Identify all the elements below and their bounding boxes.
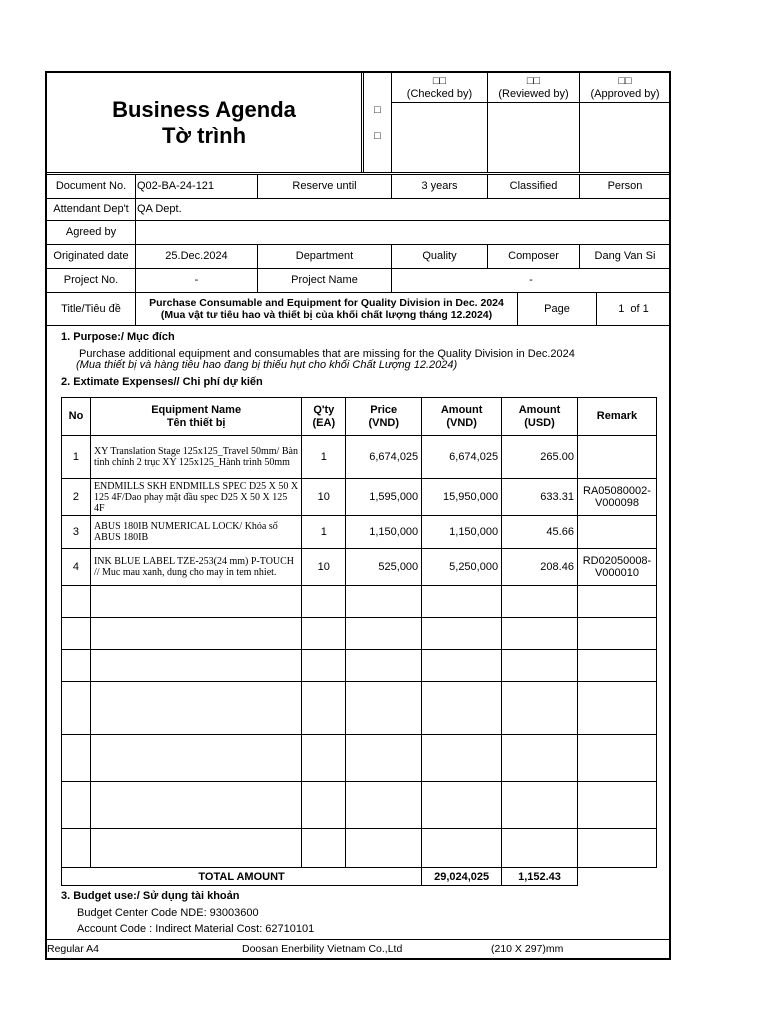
budget-heading: 3. Budget use:/ Sử dụng tài khoản xyxy=(61,890,240,902)
expense-table xyxy=(61,397,657,886)
col-amount-vnd: Amount (VND) xyxy=(422,398,502,436)
table-row: 1 XY Translation Stage 125x125_Travel 50mm/ Bàn tinh chỉnh 2 trục XY 125x125_Hành trình 50mm 1 6,674,025 6,674,025 265.00 xyxy=(62,436,657,479)
col-remark: Remark xyxy=(577,398,656,436)
attendant-value: QA Dept. xyxy=(137,203,182,216)
reserve-until-label: Reserve until xyxy=(292,180,357,193)
approved-signature-box xyxy=(580,103,670,172)
document-title xyxy=(47,73,361,172)
project-name-value: - xyxy=(529,274,533,287)
checked-signature-box xyxy=(392,103,487,172)
footer-dimensions: (210 X 297)mm xyxy=(491,943,564,955)
empty-table-row xyxy=(62,782,657,829)
reviewed-by-label: (Reviewed by) xyxy=(498,88,569,100)
title-label: Title/Tiêu đề xyxy=(61,302,121,315)
page-label: Page xyxy=(544,302,570,315)
department-label: Department xyxy=(295,250,354,263)
document-no-value: Q02-BA-24-121 xyxy=(137,180,215,193)
table-row: 3 ABUS 180IB NUMERICAL LOCK/ Khóa số ABUS 180IB 1 1,150,000 1,150,000 45.66 xyxy=(62,516,657,549)
classified-value: Person xyxy=(607,180,643,193)
checked-by-label: (Checked by) xyxy=(406,88,473,100)
total-vnd: 29,024,025 xyxy=(422,868,502,886)
attendant-label: Attendant Dep't xyxy=(53,203,129,216)
title-vietnamese: Tờ trình xyxy=(161,122,247,148)
total-usd: 1,152.43 xyxy=(502,868,578,886)
composer-label: Composer xyxy=(508,250,559,263)
originated-date-value: 25.Dec.2024 xyxy=(165,250,228,263)
empty-table-row xyxy=(62,618,657,650)
table-header-row xyxy=(62,398,657,436)
document-subject xyxy=(136,293,517,325)
agreed-by-label: Agreed by xyxy=(65,226,117,239)
department-value: Quality xyxy=(422,250,457,263)
table-row: 2 ENDMILLS SKH ENDMILLS SPEC D25 X 50 X 125 4F/Dao phay mặt đầu spec D25 X 50 X 125 4F 10 1,595,000 15,950,000 633.31 RA05080002-V000098 xyxy=(62,479,657,516)
col-amount-usd: Amount (USD) xyxy=(502,398,578,436)
reviewed-mark: □□ xyxy=(526,75,541,88)
agreed-by-value xyxy=(137,221,437,244)
composer-value: Dang Van Si xyxy=(594,250,656,263)
project-no-label: Project No. xyxy=(63,274,119,287)
total-label: TOTAL AMOUNT xyxy=(62,868,422,886)
project-no-value: - xyxy=(194,274,199,287)
approved-by-label: (Approved by) xyxy=(590,88,660,100)
total-row xyxy=(62,868,657,886)
purpose-text-vn: (Mua thiết bị và hàng tiêu hao đang bị thiếu hụt cho khối Chất Lượng 12.2024) xyxy=(76,359,458,371)
purpose-heading: 1. Purpose:/ Mục đích xyxy=(61,331,175,343)
classified-label: Classified xyxy=(509,180,558,193)
document-no-label: Document No. xyxy=(55,180,127,193)
title-english: Business Agenda xyxy=(112,97,296,123)
empty-table-row xyxy=(62,586,657,618)
empty-table-row xyxy=(62,682,657,735)
col-equipment-name: Equipment Name Tên thiết bị xyxy=(90,398,301,436)
approval-mark-1: □ xyxy=(374,103,381,116)
project-name-label: Project Name xyxy=(291,274,358,287)
approved-mark: □□ xyxy=(618,75,632,88)
col-price: Price (VND) xyxy=(346,398,422,436)
purpose-text-en: Purchase additional equipment and consumables that are missing for the Quality Division in Dec.2024 xyxy=(79,348,575,360)
empty-table-row xyxy=(62,829,657,868)
approved-by-header xyxy=(580,74,670,102)
subject-vietnamese: (Mua vật tư tiêu hao và thiết bị của khối chất lượng tháng 12.2024) xyxy=(160,309,493,321)
page-value: 1 of 1 xyxy=(618,302,649,315)
budget-center-code: Budget Center Code NDE: 93003600 xyxy=(77,907,259,919)
col-no: No xyxy=(62,398,91,436)
originated-date-label: Originated date xyxy=(53,250,129,263)
subject-english: Purchase Consumable and Equipment for Quality Division in Dec. 2024 xyxy=(149,296,504,309)
reserve-until-value: 3 years xyxy=(421,180,458,193)
table-row: 4 INK BLUE LABEL TZE-253(24 mm) P-TOUCH // Muc mau xanh, dung cho may in tem nhiet. 10 525,000 5,250,000 208.46 RD02050008-V000010 xyxy=(62,549,657,586)
expenses-heading: 2. Extimate Expenses// Chi phí dự kiến xyxy=(61,376,263,388)
footer-company: Doosan Enerbility Vietnam Co.,Ltd xyxy=(242,943,403,955)
reviewed-signature-box xyxy=(488,103,579,172)
empty-table-row xyxy=(62,735,657,782)
approval-mark-2: □ xyxy=(374,129,381,142)
empty-table-row xyxy=(62,650,657,682)
checked-by-header xyxy=(392,74,487,102)
reviewed-by-header xyxy=(488,74,579,102)
footer-paper-size: Regular A4 xyxy=(47,943,99,955)
checked-mark: □□ xyxy=(432,75,447,88)
col-qty: Q'ty (EA) xyxy=(302,398,346,436)
account-code: Account Code : Indirect Material Cost: 62710101 xyxy=(77,923,315,935)
